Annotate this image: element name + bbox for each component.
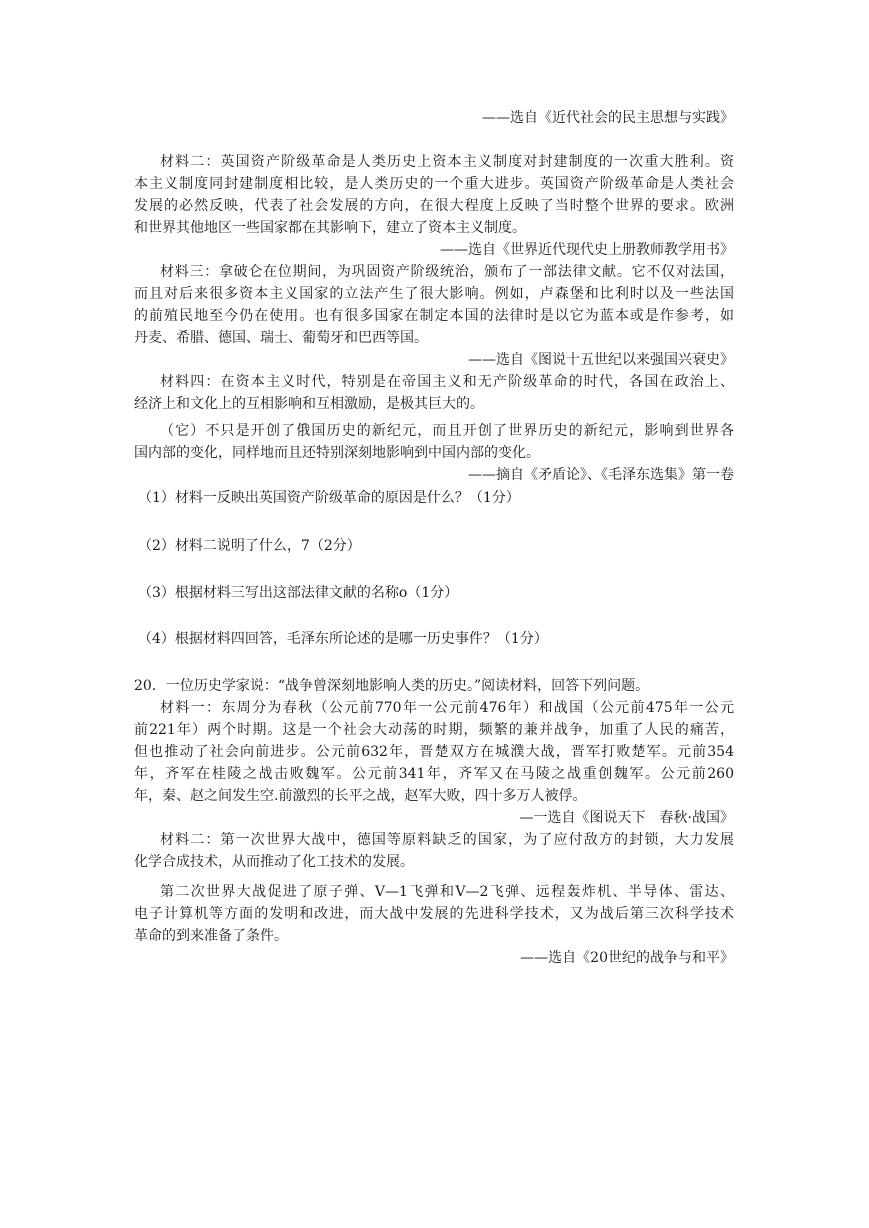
material-text: 材料四：在资本主义时代，特别是在帝国主义和无产阶级革命的时代，各国在政治上、 <box>160 374 734 390</box>
material-text: 革命的到来准备了条件。 <box>134 928 288 944</box>
material-text: 但也推动了社会向前进步。公元前632年，晋楚双方在城濮大战，晋军打败楚军。元前354 <box>134 744 734 760</box>
question-2: （2）材料二说明了什么，7（2分） <box>138 538 361 554</box>
material-text: 电子计算机等方面的发明和改进，而大战中发展的先进科学技术，又为战后第三次科学技术 <box>134 906 734 922</box>
material-text: 和世界其他地区一些国家都在其影响下，建立了资本主义制度。 <box>134 220 526 236</box>
question-4: （4）根据材料四回答，毛泽东所论述的是哪一历史事件？（1分） <box>138 631 548 647</box>
question-3: （3）根据材料三写出这部法律文献的名称o（1分） <box>138 585 459 601</box>
material-text: 材料三：拿破仑在位期间，为巩固资产阶级统治，颁布了一部法律文献。它不仅对法国， <box>160 264 734 280</box>
material-text: 国内部的变化，同样地而且还特别深刻地影响到中国内部的变化。 <box>134 445 540 461</box>
source-citation: ——选自《图说十五世纪以来强国兴衰史》 <box>468 352 734 368</box>
material-text: （它）不只是开创了俄国历史的新纪元，而且开创了世界历史的新纪元，影响到世界各 <box>160 423 734 439</box>
material-text: 材料二：英国资产阶级革命是人类历史上资本主义制度对封建制度的一次重大胜利。资 <box>160 154 734 170</box>
source-citation: ——选自《20世纪的战争与和平》 <box>520 950 734 966</box>
material-text: 而且对后来很多资本主义国家的立法产生了很大影响。例如，卢森堡和比利时以及一些法国 <box>134 286 734 302</box>
question-20-intro: 20．一位历史学家说：“战争曾深刻地影响人类的历史。”阅读材料，回答下列问题。 <box>134 678 650 694</box>
source-citation: ——选自《世界近代现代史上册教师教学用书》 <box>440 242 734 258</box>
material-text: 材料一：东周分为春秋（公元前770年一公元前476年）和战国（公元前475年一公元 <box>160 700 734 716</box>
material-text: 本主义制度同封建制度相比较，是人类历史的一个重大进步。英国资产阶级革命是人类社会 <box>134 176 734 192</box>
source-citation: ——选自《近代社会的民主思想与实践》 <box>482 110 734 126</box>
material-text: 的前殖民地至今仍在使用。也有很多国家在制定本国的法律时是以它为蓝本或是作参考，如 <box>134 308 734 324</box>
material-text: 年，齐军在桂陵之战击败魏军。公元前341年，齐军又在马陵之战重创魏军。公元前260 <box>134 766 734 782</box>
material-text: 材料二：第一次世界大战中，德国等原料缺乏的国家，为了应付敌方的封锁，大力发展 <box>160 832 734 848</box>
material-text: 经济上和文化上的互相影响和互相激励，是极其巨大的。 <box>134 396 484 412</box>
question-1: （1）材料一反映出英国资产阶级革命的原因是什么？（1分） <box>138 490 520 506</box>
material-text: 前221年）两个时期。这是一个社会大动荡的时期，频繁的兼并战争，加重了人民的痛苦， <box>134 722 734 738</box>
source-citation: ——摘自《矛盾论》、《毛泽东选集》第一卷 <box>468 467 734 483</box>
source-citation: —一选自《图说天下 春秋·战国》 <box>519 810 734 826</box>
material-text: 发展的必然反映，代表了社会发展的方向，在很大程度上反映了当时整个世界的要求。欧洲 <box>134 198 734 214</box>
material-text: 年，秦、赵之间发生空.前激烈的长平之战，赵军大败，四十多万人被俘。 <box>134 788 587 804</box>
material-text: 丹麦、希腊、德国、瑞士、葡萄牙和巴西等国。 <box>134 330 428 346</box>
material-text: 化学合成技术，从而推动了化工技术的发展。 <box>134 854 414 870</box>
material-text: 第二次世界大战促进了原子弹、V—1飞弹和V—2飞弹、远程轰炸机、半导体、雷达、 <box>160 884 734 900</box>
